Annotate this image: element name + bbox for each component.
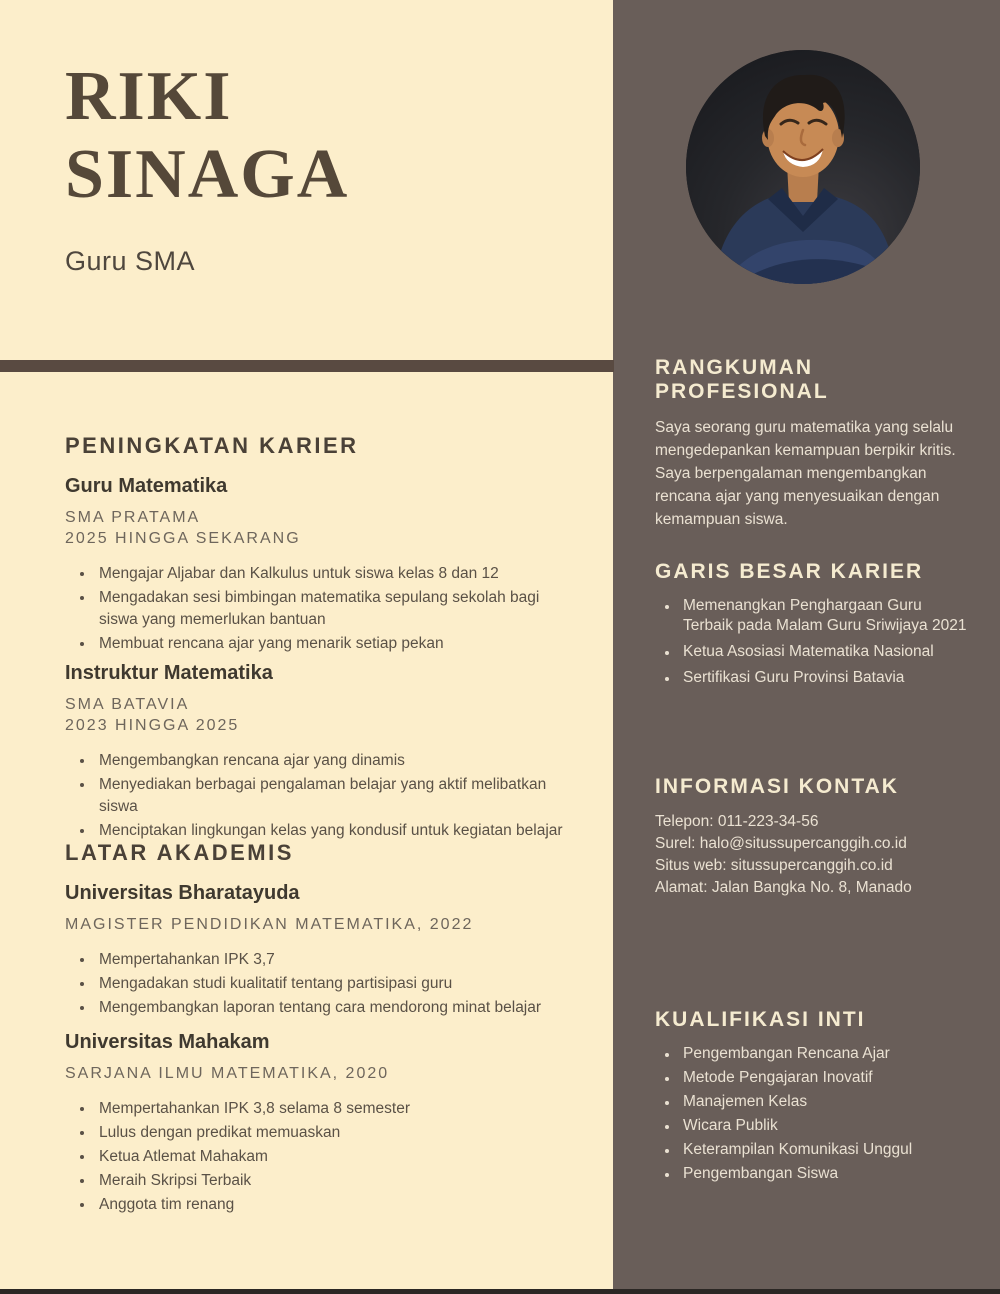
header-divider-bar [0, 360, 614, 372]
right-column-content [613, 0, 1000, 1294]
qualifications-heading: KUALIFIKASI INTI [655, 1008, 866, 1031]
list-item: • Ketua Asosiasi Matematika Nasional [679, 642, 971, 662]
profile-photo [686, 50, 920, 284]
degree: SARJANA ILMU MATEMATIKA, 2020 [65, 1065, 390, 1082]
profile-photo-illustration [686, 50, 920, 284]
school-name: Universitas Mahakam [65, 1031, 270, 1053]
name-block [65, 58, 565, 277]
career-highlights-list [655, 596, 971, 688]
list-item: • Lulus dengan predikat memuaskan [95, 1122, 565, 1144]
section-summary [655, 356, 971, 531]
list-item: • Mengajar Aljabar dan Kalkulus untuk siswa kelas 8 dan 12 [95, 563, 565, 585]
list-item: • Mengadakan studi kualitatif tentang partisipasi guru [95, 973, 565, 995]
job-bullet-list [65, 563, 565, 655]
list-item: • Memenangkan Penghargaan Guru Terbaik pada Malam Guru Sriwijaya 2021 [679, 596, 971, 636]
person-name [65, 58, 565, 214]
education-heading: LATAR AKADEMIS [65, 840, 294, 865]
person-name-line2: SINAGA [65, 136, 350, 213]
list-item: • Mengembangkan rencana ajar yang dinamis [95, 750, 565, 772]
education-bullet-list [65, 949, 565, 1019]
person-name-line1: RIKI [65, 58, 233, 135]
list-item: • Mempertahankan IPK 3,8 selama 8 semester [95, 1098, 565, 1120]
career-heading: PENINGKATAN KARIER [65, 433, 359, 458]
contact-heading: INFORMASI KONTAK [655, 775, 899, 798]
section-education [65, 840, 565, 1021]
section-education-school2 [65, 1031, 565, 1218]
section-career-highlights [655, 560, 971, 694]
list-item: • Pengembangan Siswa [679, 1164, 971, 1184]
job-period: 2025 HINGGA SEKARANG [65, 530, 301, 547]
job-title: Guru SMA [65, 246, 196, 276]
list-item: • Membuat rencana ajar yang menarik setiap pekan [95, 633, 565, 655]
list-item: • Metode Pengajaran Inovatif [679, 1068, 971, 1088]
section-career [65, 433, 565, 657]
job-bullet-list [65, 750, 565, 842]
list-item: • Menciptakan lingkungan kelas yang kondusif untuk kegiatan belajar [95, 820, 565, 842]
list-item: • Manajemen Kelas [679, 1092, 971, 1112]
job-role: Instruktur Matematika [65, 662, 273, 684]
list-item: • Ketua Atlemat Mahakam [95, 1146, 565, 1168]
degree: MAGISTER PENDIDIKAN MATEMATIKA, 2022 [65, 916, 474, 933]
contact-lines [655, 811, 971, 898]
list-item: • Keterampilan Komunikasi Unggul [679, 1140, 971, 1160]
contact-email: Surel: halo@situssupercanggih.co.id [655, 835, 907, 852]
list-item: • Mengadakan sesi bimbingan matematika sepulang sekolah bagi siswa yang memerlukan bantuan [95, 587, 565, 631]
job-org: SMA PRATAMA [65, 509, 201, 526]
job-org: SMA BATAVIA [65, 696, 190, 713]
section-qualifications [655, 1008, 971, 1188]
job-role: Guru Matematika [65, 475, 228, 497]
school-name: Universitas Bharatayuda [65, 882, 300, 904]
list-item: • Wicara Publik [679, 1116, 971, 1136]
summary-text: Saya seorang guru matematika yang selalu mengedepankan kemampuan berpikir kritis. Saya berpengalaman mengembangkan rencana ajar yang menyesuaikan dengan kemampuan siswa. [655, 419, 956, 528]
job-period: 2023 HINGGA 2025 [65, 717, 240, 734]
list-item: • Meraih Skripsi Terbaik [95, 1170, 565, 1192]
list-item: • Anggota tim renang [95, 1194, 565, 1216]
career-highlights-heading: GARIS BESAR KARIER [655, 560, 924, 583]
bottom-edge-strip [0, 1289, 1000, 1294]
contact-phone: Telepon: 011-223-34-56 [655, 813, 819, 830]
contact-address: Alamat: Jalan Bangka No. 8, Manado [655, 879, 912, 896]
qualifications-list [655, 1044, 971, 1184]
list-item: • Mengembangkan laporan tentang cara mendorong minat belajar [95, 997, 565, 1019]
education-bullet-list [65, 1098, 565, 1216]
section-career-job2 [65, 662, 565, 844]
list-item: • Menyediakan berbagai pengalaman belajar yang aktif melibatkan siswa [95, 774, 565, 818]
list-item: • Sertifikasi Guru Provinsi Batavia [679, 668, 971, 688]
list-item: • Pengembangan Rencana Ajar [679, 1044, 971, 1064]
section-contact [655, 775, 971, 899]
summary-heading: RANGKUMAN PROFESIONAL [655, 356, 829, 403]
list-item: • Mempertahankan IPK 3,7 [95, 949, 565, 971]
contact-website: Situs web: situssupercanggih.co.id [655, 857, 893, 874]
